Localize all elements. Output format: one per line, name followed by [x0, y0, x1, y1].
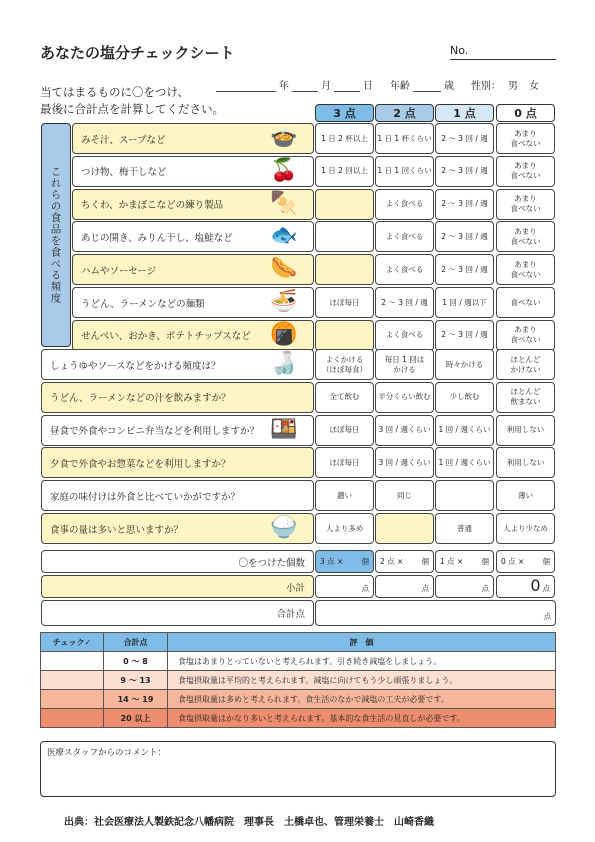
count-multiplier: 3 点 ×	[320, 557, 344, 566]
evaluation-row	[41, 671, 556, 690]
age-unit: 歳	[444, 81, 454, 92]
evaluation-check-cell[interactable]	[41, 709, 104, 728]
food_rows-row-4-option-3[interactable]	[315, 254, 374, 285]
evaluation-table	[40, 632, 556, 728]
food_rows-row-1-option-0[interactable]: あまり 食べない	[496, 156, 555, 187]
habit_rows-row-2-option-0[interactable]: 利用しない	[496, 415, 555, 446]
count-unit: 個	[481, 557, 489, 566]
count-box-1-points[interactable]	[435, 550, 494, 573]
food_rows-row-0-option-2[interactable]: 1 日 1 杯くらい	[375, 123, 434, 154]
food-illustration-icon: 🍢	[270, 190, 298, 216]
date-age-sex-line	[216, 77, 539, 92]
column-header-3-points: 3 点	[315, 104, 374, 122]
food_rows-row-6-option-3[interactable]	[315, 320, 374, 351]
food_rows-row-5-option-1[interactable]: 1 回 / 週以下	[435, 287, 494, 318]
food-category-label: これらの食品を食べる頻度	[41, 123, 71, 347]
food-illustration-icon: 🐟	[270, 223, 298, 249]
habit_rows-row-3-option-2[interactable]: 3 回 / 週くらい	[375, 447, 434, 478]
subtotal-label: 小計	[41, 575, 314, 598]
food_rows-row-3-option-2[interactable]: よく食べる	[375, 221, 434, 252]
sex-label: 性別：	[471, 81, 501, 92]
food_rows-row-1-option-2[interactable]: 1 日 1 回くらい	[375, 156, 434, 187]
count-unit: 個	[542, 557, 550, 566]
count-multiplier: 0 点 ×	[501, 557, 525, 566]
food_rows-row-3-option-1[interactable]: 2 〜 3 回 / 週	[435, 221, 494, 252]
habit_rows-row-0-option-3[interactable]: よくかける （ほぼ毎食）	[315, 349, 374, 380]
evaluation-text: 食塩はあまりとっていないと考えられます。引き続き減塩をしましょう。	[168, 652, 556, 671]
food_rows-row-6-option-0[interactable]: あまり 食べない	[496, 320, 555, 351]
count-label: 〇をつけた個数	[41, 550, 314, 573]
habit_rows-row-5-option-1[interactable]: 普通	[435, 513, 494, 544]
question-text: ハムやソーセージ	[81, 265, 157, 277]
question-text: 夕食で外食やお惣菜などを利用しますか？	[50, 458, 231, 470]
food_rows-row-0-option-1[interactable]: 2 〜 3 回 / 週	[435, 123, 494, 154]
question-text: みそ汁、スープなど	[81, 134, 166, 146]
point-unit: 点	[543, 612, 551, 621]
question-text: ちくわ、かまぼこなどの練り製品	[81, 200, 224, 212]
food_rows-row-5-option-2[interactable]: 2 〜 3 回 / 週	[375, 287, 434, 318]
age-blank[interactable]	[413, 81, 441, 92]
age-label: 年齢	[390, 81, 410, 92]
point-unit: 点	[481, 584, 489, 593]
page-title: あなたの塩分チェックシート	[40, 44, 235, 62]
instructions	[40, 84, 224, 118]
habit_rows-row-1-option-1[interactable]: 少し飲む	[435, 382, 494, 413]
staff-comment-label: 医療スタッフからのコメント：	[47, 748, 167, 758]
food_rows-row-2-option-2[interactable]: よく食べる	[375, 189, 434, 220]
question-text: うどん、ラーメンなどの麺類	[81, 298, 205, 310]
evaluation-row	[41, 652, 556, 671]
count-multiplier: 2 点 ×	[380, 557, 404, 566]
evaluation-text: 食塩摂取量はかなり多いと考えられます。基本的な食生活の見直しが必要です。	[168, 709, 556, 728]
instruction-line-1: 当てはまるものに〇をつけ、	[40, 85, 190, 99]
count-box-0-points[interactable]	[496, 550, 555, 573]
subtotal-box-2-points[interactable]	[375, 575, 434, 598]
food-illustration-icon: 🍜	[270, 289, 298, 314]
habit_rows-row-1-question	[41, 382, 314, 413]
habit_rows-row-4-option-2[interactable]: 同じ	[375, 480, 434, 511]
eval-header-score: 合計点	[104, 633, 168, 652]
total-label: 合計点	[41, 600, 314, 626]
column-header-0-points: 0 点	[496, 104, 555, 122]
habit_rows-row-4-option-1[interactable]	[435, 480, 494, 511]
column-header-2-points: 2 点	[375, 104, 434, 122]
count-box-2-points[interactable]	[375, 550, 434, 573]
eval-header-check: チェック✓	[41, 633, 104, 652]
evaluation-text: 食塩摂取量は多めと考えられます。食生活のなかで減塩の工夫が必要です。	[168, 690, 556, 709]
month-blank[interactable]	[292, 81, 318, 92]
month-label: 月	[321, 81, 331, 92]
point-unit: 点	[361, 584, 369, 593]
subtotal-zero-value: 0	[530, 576, 541, 595]
habit_rows-row-4-question	[41, 480, 314, 511]
habit_rows-row-2-option-1[interactable]: 1 回 / 週くらい	[435, 415, 494, 446]
food_rows-row-0-option-3[interactable]: 1 日 2 杯以上	[315, 123, 374, 154]
eval-header-evaluation: 評 価	[168, 633, 556, 652]
habit_rows-row-4-option-0[interactable]: 薄い	[496, 480, 555, 511]
habit_rows-row-1-option-3[interactable]: 全て飲む	[315, 382, 374, 413]
point-unit: 点	[542, 584, 550, 593]
question-text: 家庭の味付けは外食と比べていかがですか？	[50, 491, 241, 503]
count-unit: 個	[421, 557, 429, 566]
food-illustration-icon: 🍱	[270, 416, 298, 442]
sex-male[interactable]: 男	[508, 81, 518, 92]
question-text: つけ物、梅干しなど	[81, 167, 167, 179]
habit_rows-row-1-option-0[interactable]: ほとんど 飲まない	[496, 382, 555, 413]
food_rows-row-6-option-2[interactable]: よく食べる	[375, 320, 434, 351]
total-score-box[interactable]	[315, 600, 556, 626]
evaluation-check-cell[interactable]	[41, 652, 104, 671]
food_rows-row-5-option-0[interactable]: 食べない	[496, 287, 555, 318]
food-illustration-icon: 🍒	[270, 157, 298, 183]
question-text: あじの開き、みりん干し、塩鮭など	[81, 232, 233, 244]
food-illustration-icon: 🍶	[270, 351, 298, 376]
habit_rows-row-1-option-2[interactable]: 半分くらい飲む	[375, 382, 434, 413]
habit_rows-row-2-option-3[interactable]: ほぼ毎日	[315, 415, 374, 446]
evaluation-check-cell[interactable]	[41, 671, 104, 690]
subtotal-box-3-points[interactable]	[315, 575, 374, 598]
column-header-1-points: 1 点	[435, 104, 494, 122]
food-illustration-icon: 🍲	[270, 125, 298, 150]
habit_rows-row-5-option-0[interactable]: 人より少なめ	[496, 513, 555, 544]
source-credit: 出典：社会医療法人製鉄記念八幡病院 理事長 土橋卓也、管理栄養士 山崎香織	[64, 817, 434, 828]
question-text: しょうゆやソースなどをかける頻度は？	[50, 360, 221, 372]
instruction-line-2: 最後に合計点を計算してください。	[40, 102, 224, 116]
evaluation-score-range: 0 〜 8	[104, 652, 168, 671]
food_rows-row-0-option-0[interactable]: あまり 食べない	[496, 123, 555, 154]
food_rows-row-4-option-0[interactable]: あまり 食べない	[496, 254, 555, 285]
food_rows-row-3-option-0[interactable]: あまり 食べない	[496, 221, 555, 252]
question-text: せんべい、おかき、ポテトチップスなど	[81, 331, 251, 343]
habit_rows-row-3-option-0[interactable]: 利用しない	[496, 447, 555, 478]
habit_rows-row-4-option-3[interactable]: 濃い	[315, 480, 374, 511]
food-illustration-icon: 🍚	[270, 515, 298, 540]
food_rows-row-4-option-2[interactable]: よく食べる	[375, 254, 434, 285]
food_rows-row-4-option-1[interactable]: 2 〜 3 回 / 週	[435, 254, 494, 285]
day-blank[interactable]	[334, 81, 360, 92]
year-blank[interactable]	[216, 81, 276, 92]
staff-comment-box[interactable]	[40, 741, 556, 797]
food-illustration-icon: 🍘	[270, 321, 298, 347]
evaluation-score-range: 9 〜 13	[104, 671, 168, 690]
habit_rows-row-0-option-0[interactable]: ほとんど かけない	[496, 349, 555, 380]
food_rows-row-5-option-3[interactable]: ほぼ毎日	[315, 287, 374, 318]
count-multiplier: 1 点 ×	[440, 557, 464, 566]
year-label: 年	[279, 81, 289, 92]
food_rows-row-2-option-0[interactable]: あまり 食べない	[496, 189, 555, 220]
evaluation-score-range: 20 以上	[104, 709, 168, 728]
habit_rows-row-3-question	[41, 447, 314, 478]
evaluation-text: 食塩摂取量は平均的と考えられます。減塩に向けてもう少し頑張りましょう。	[168, 671, 556, 690]
habit_rows-row-5-option-3[interactable]: 人より多め	[315, 513, 374, 544]
evaluation-row	[41, 690, 556, 709]
count-unit: 個	[361, 557, 369, 566]
evaluation-score-range: 14 〜 19	[104, 690, 168, 709]
habit_rows-row-3-option-1[interactable]: 1 回 / 週くらい	[435, 447, 494, 478]
subtotal-box-0-points[interactable]	[496, 575, 555, 598]
question-text: うどん、ラーメンなどの汁を飲みますか？	[50, 393, 231, 405]
subtotal-box-1-points[interactable]	[435, 575, 494, 598]
habit_rows-row-2-option-2[interactable]: 3 回 / 週くらい	[375, 415, 434, 446]
food_rows-row-6-option-1[interactable]: 2 〜 3 回 / 週	[435, 320, 494, 351]
question-text: 昼食で外食やコンビニ弁当などを利用しますか？	[50, 426, 260, 438]
habit_rows-row-0-option-1[interactable]: 時々かける	[435, 349, 494, 380]
habit_rows-row-0-option-2[interactable]: 毎日 1 回は かける	[375, 349, 434, 380]
number-field[interactable]: No.	[450, 44, 556, 60]
evaluation-row	[41, 709, 556, 728]
question-text: 食事の量は多いと思いますか？	[50, 524, 184, 536]
habit_rows-row-5-option-2[interactable]	[375, 513, 434, 544]
sex-female[interactable]: 女	[529, 81, 539, 92]
count-box-3-points[interactable]	[315, 550, 374, 573]
food_rows-row-1-option-3[interactable]: 1 日 2 回以上	[315, 156, 374, 187]
point-unit: 点	[421, 584, 429, 593]
habit_rows-row-3-option-3[interactable]: ほぼ毎日	[315, 447, 374, 478]
day-label: 日	[363, 81, 373, 92]
food-illustration-icon: 🌭	[270, 256, 298, 282]
food_rows-row-2-option-3[interactable]	[315, 189, 374, 220]
food_rows-row-2-option-1[interactable]: 2 〜 3 回 / 週	[435, 189, 494, 220]
food_rows-row-1-option-1[interactable]: 2 〜 3 回 / 週	[435, 156, 494, 187]
food_rows-row-3-option-3[interactable]	[315, 221, 374, 252]
evaluation-check-cell[interactable]	[41, 690, 104, 709]
